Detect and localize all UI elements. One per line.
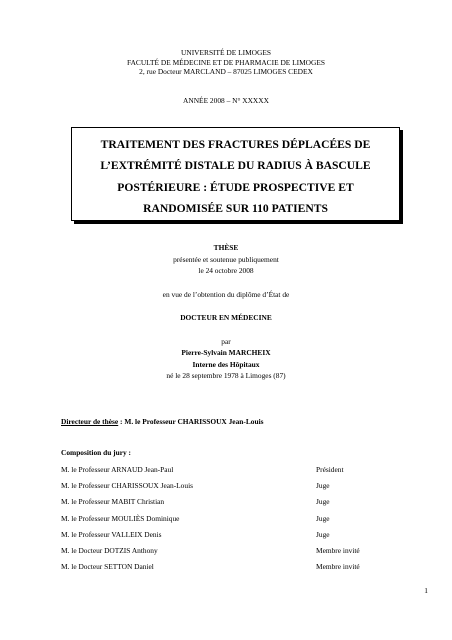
author-name: Pierre-Sylvain MARCHEIX bbox=[181, 348, 271, 357]
thesis-title-box bbox=[71, 127, 400, 221]
author-birth: né le 28 septembre 1978 à Limoges (87) bbox=[166, 371, 286, 380]
page-number: 1 bbox=[424, 586, 428, 595]
faculty-address: 2, rue Docteur MARCLAND – 87025 LIMOGES CEDEX bbox=[139, 67, 313, 76]
jury-member-role: Juge bbox=[316, 481, 330, 490]
thesis-date: le 24 octobre 2008 bbox=[198, 266, 254, 275]
jury-member-role: Président bbox=[316, 465, 344, 474]
by-label: par bbox=[221, 337, 231, 346]
degree-name: DOCTEUR EN MÉDECINE bbox=[180, 313, 272, 322]
director-label: Directeur de thèse bbox=[61, 417, 119, 426]
jury-member-role: Membre invité bbox=[316, 546, 360, 555]
thesis-label: THÈSE bbox=[213, 243, 239, 252]
title-line-3: POSTÉRIEURE : ÉTUDE PROSPECTIVE ET bbox=[117, 181, 354, 194]
jury-member-name: M. le Docteur SETTON Daniel bbox=[61, 562, 154, 571]
thesis-director bbox=[61, 417, 264, 426]
jury-heading: Composition du jury : bbox=[61, 448, 132, 457]
year-number: ANNÉE 2008 – N° XXXXX bbox=[183, 96, 269, 105]
jury-member-name: M. le Professeur MABIT Christian bbox=[61, 497, 165, 506]
author-title: Interne des Hôpitaux bbox=[192, 360, 260, 369]
jury-member-name: M. le Professeur VALLEIX Denis bbox=[61, 530, 162, 539]
jury-member-role: Juge bbox=[316, 530, 330, 539]
title-line-2: L’EXTRÉMITÉ DISTALE DU RADIUS À BASCULE bbox=[100, 159, 371, 172]
jury-member-role: Juge bbox=[316, 514, 330, 523]
jury-member-name: M. le Docteur DOTZIS Anthony bbox=[61, 546, 158, 555]
title-line-4: RANDOMISÉE SUR 110 PATIENTS bbox=[143, 202, 328, 215]
jury-member-name: M. le Professeur MOULIÈS Dominique bbox=[61, 514, 180, 523]
university-name: UNIVERSITÉ DE LIMOGES bbox=[181, 48, 271, 57]
thesis-presented: présentée et soutenue publiquement bbox=[173, 255, 279, 264]
thesis-purpose: en vue de l’obtention du diplôme d’État de bbox=[162, 290, 290, 299]
jury-member-name: M. le Professeur ARNAUD Jean-Paul bbox=[61, 465, 174, 474]
director-name: M. le Professeur CHARISSOUX Jean-Louis bbox=[124, 417, 264, 426]
director-separator: : bbox=[118, 417, 125, 426]
jury-member-name: M. le Professeur CHARISSOUX Jean-Louis bbox=[61, 481, 193, 490]
jury-member-role: Membre invité bbox=[316, 562, 360, 571]
jury-member-role: Juge bbox=[316, 497, 330, 506]
faculty-name: FACULTÉ DE MÉDECINE ET DE PHARMACIE DE LIMOGES bbox=[127, 57, 325, 67]
title-line-1: TRAITEMENT DES FRACTURES DÉPLACÉES DE bbox=[100, 138, 371, 151]
institution-header bbox=[0, 48, 452, 77]
